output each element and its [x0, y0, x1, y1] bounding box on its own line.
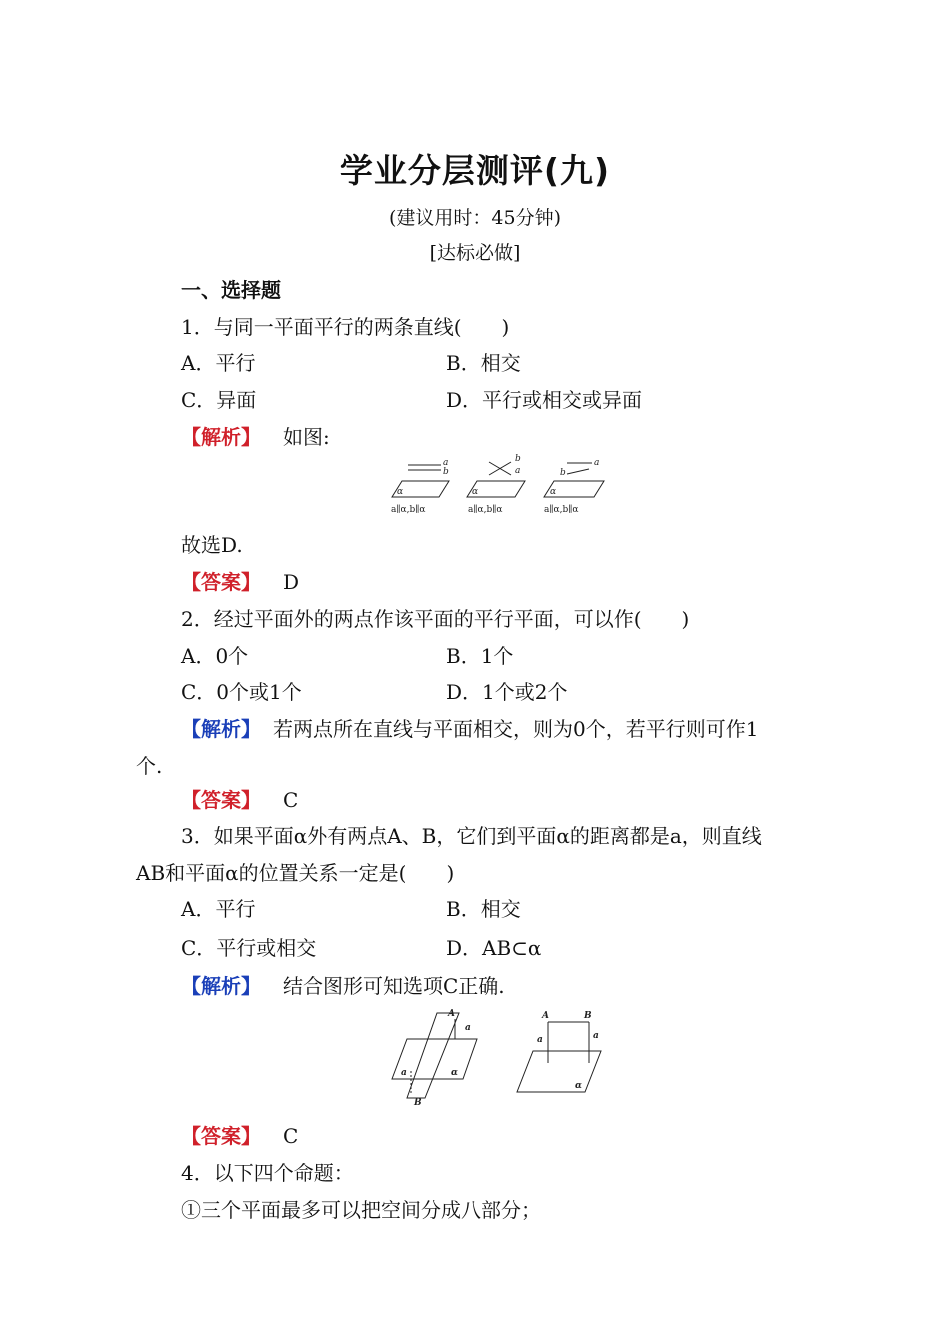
q2-analysis: [181, 713, 758, 742]
label-alpha: α: [397, 487, 404, 497]
q2-analysis-line1: 若两点所在直线与平面相交，则为0个，若平行则可作1: [273, 717, 759, 741]
answer-tag: 【答案】: [181, 1124, 261, 1148]
q1-answer: D: [283, 570, 300, 594]
q1-conclusion: 故选D.: [181, 533, 243, 557]
q2-stem: 2．经过平面外的两点作该平面的平行平面，可以作( ): [181, 607, 690, 631]
q3-figure: [385, 1005, 610, 1110]
q1-option-a: A．平行: [181, 351, 256, 375]
label-b: b: [443, 467, 449, 477]
q1-stem: 1．与同一平面平行的两条直线( ): [181, 315, 510, 339]
label-point-a: A: [542, 1011, 549, 1021]
q1-option-d: D．平行或相交或异面: [446, 388, 643, 412]
label-a: a: [594, 458, 600, 468]
label-a: a: [401, 1068, 407, 1078]
figure-caption: a∥α,b∥α: [544, 505, 579, 515]
q2-answer-line: [181, 784, 298, 813]
q2-option-d: D．1个或2个: [446, 680, 568, 704]
q1-analysis-text: 如图:: [283, 425, 330, 449]
label-point-b: B: [584, 1011, 592, 1021]
q2-option-c: C．0个或1个: [181, 680, 302, 704]
crossing-plane: [407, 1013, 459, 1098]
q4-stem: 4．以下四个命题：: [181, 1161, 354, 1185]
page-title: 学业分层测评(九): [339, 151, 611, 190]
q3-option-b: B．相交: [446, 897, 521, 921]
figure-caption: a∥α,b∥α: [468, 505, 503, 515]
label-alpha: α: [575, 1081, 582, 1091]
q3-analysis-text: 结合图形可知选项C正确.: [283, 974, 505, 998]
label-alpha: α: [550, 487, 557, 497]
label-a: a: [515, 466, 521, 476]
label-a: a: [593, 1031, 599, 1041]
line-b-3: [567, 469, 589, 474]
label-point-a: A: [448, 1009, 455, 1019]
label-alpha: α: [451, 1068, 458, 1078]
q3-option-d: D．AB⊂α: [446, 936, 542, 960]
plane-alpha-right: [517, 1051, 601, 1092]
q3-answer: C: [283, 1124, 299, 1148]
label-alpha: α: [472, 487, 479, 497]
label-a: a: [465, 1023, 471, 1033]
q1-option-c: C．异面: [181, 388, 257, 412]
label-a: a: [537, 1035, 543, 1045]
level-label: [达标必做]: [429, 242, 521, 264]
q1-option-b: B．相交: [446, 351, 521, 375]
analysis-tag: 【解析】: [181, 974, 261, 998]
q2-analysis-line2: 个.: [136, 754, 163, 778]
q3-analysis: [181, 970, 505, 999]
q2-option-a: A．0个: [181, 644, 249, 668]
label-b: b: [560, 468, 566, 478]
time-note: (建议用时：45分钟): [388, 207, 561, 229]
q3-option-c: C．平行或相交: [181, 936, 317, 960]
answer-tag: 【答案】: [181, 788, 261, 812]
q2-option-b: B．1个: [446, 644, 514, 668]
figure-caption: a∥α,b∥α: [391, 505, 426, 515]
q4-item-1: ①三个平面最多可以把空间分成八部分；: [181, 1198, 541, 1222]
q3-answer-line: [181, 1120, 298, 1149]
q1-analysis: [181, 421, 330, 450]
analysis-tag: 【解析】: [181, 425, 261, 449]
section-heading: 一、选择题: [181, 278, 281, 302]
label-a: a: [443, 458, 449, 468]
q2-answer: C: [283, 788, 299, 812]
q3-stem-line1: 3．如果平面α外有两点A、B，它们到平面α的距离都是a，则直线: [181, 824, 762, 848]
q1-figure: [385, 452, 615, 518]
q3-stem-line2: AB和平面α的位置关系一定是( ): [136, 861, 455, 885]
answer-tag: 【答案】: [181, 570, 261, 594]
label-point-b: B: [414, 1098, 422, 1108]
label-b: b: [515, 454, 521, 464]
q1-answer-line: [181, 566, 299, 595]
analysis-tag: 【解析】: [181, 717, 261, 741]
q3-option-a: A．平行: [181, 897, 256, 921]
